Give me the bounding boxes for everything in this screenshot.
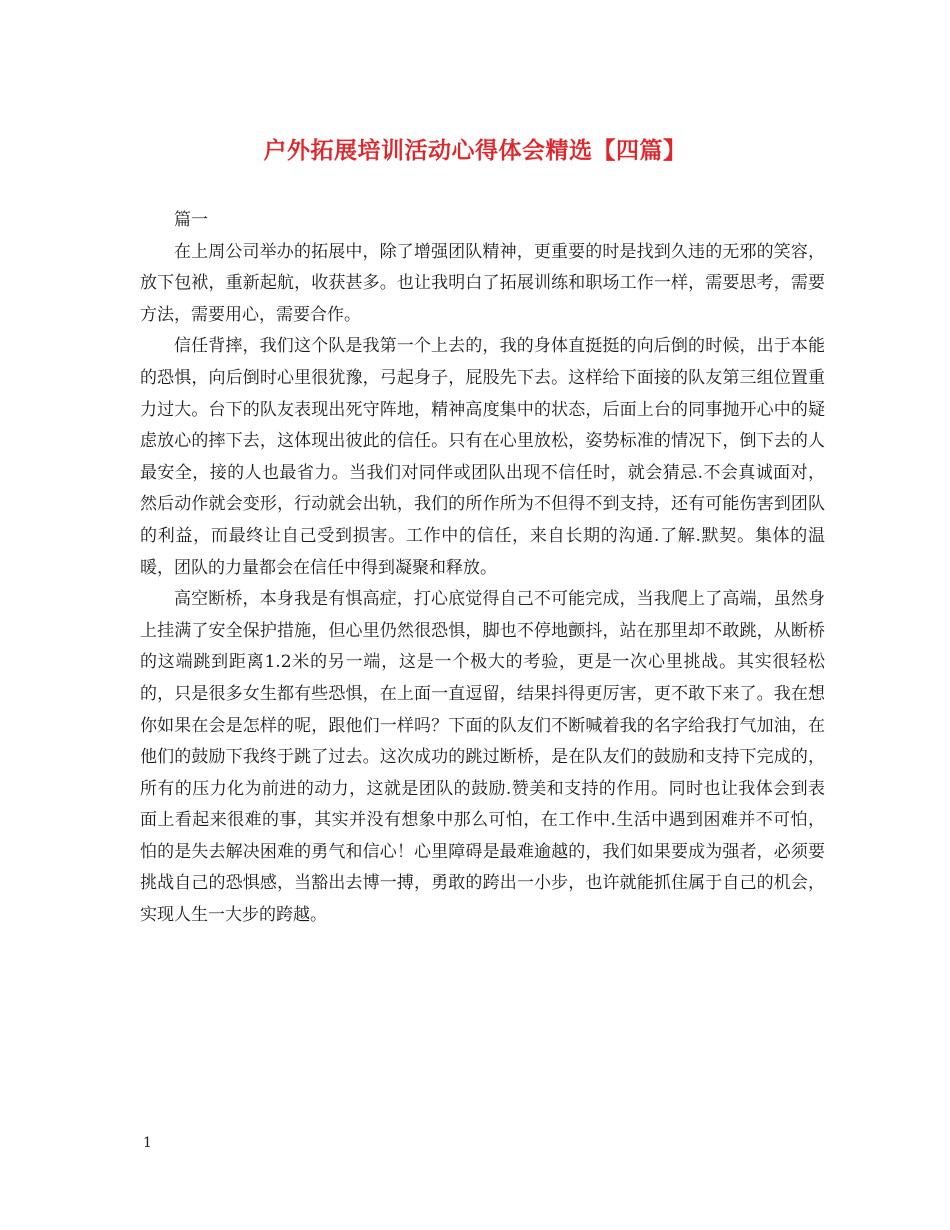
paragraph-trust-fall: 信任背摔，我们这个队是我第一个上去的，我的身体直挺挺的向后倒的时候，出于本能的恐惧，向后倒时心里很犹豫，弓起身子，屁股先下去。这样给下面接的队友第三组位置重力过大。台下的队友表现出死守阵地，精神高度集中的状态，后面上台的同事抛开心中的疑虑放心的摔下去，这体现出彼此的信任。只有在心里放松，姿势标准的情况下，倒下去的人最安全，接的人也最省力。当我们对同伴或团队出现不信任时，就会猜忌.不会真诚面对，然后动作就会变形，行动就会出轨，我们的所作所为不但得不到支持，还有可能伤害到团队的利益，而最终让自己受到损害。工作中的信任，来自长期的沟通.了解.默契。集体的温暖，团队的力量都会在信任中得到凝聚和释放。 <box>140 336 825 578</box>
document-title: 户外拓展培训活动心得体会精选【四篇】 <box>263 137 687 164</box>
page-number: 1 <box>143 1135 152 1151</box>
document-body <box>140 205 825 932</box>
section-heading: 篇一 <box>174 210 208 230</box>
paragraph-intro: 在上周公司举办的拓展中，除了增强团队精神，更重要的时是找到久违的无邪的笑容，放下包袱，重新起航，收获甚多。也让我明白了拓展训练和职场工作一样，需要思考，需要方法，需要用心，需要合作。 <box>140 241 825 325</box>
paragraph-high-bridge: 高空断桥，本身我是有惧高症，打心底觉得自己不可能完成，当我爬上了高端，虽然身上挂满了安全保护措施，但心里仍然很恐惧，脚也不停地颤抖，站在那里却不敢跳，从断桥的这端跳到距离1.2米的另一端，这是一个极大的考验，更是一次心里挑战。其实很轻松的，只是很多女生都有些恐惧，在上面一直逗留，结果抖得更厉害，更不敢下来了。我在想你如果在会是怎样的呢，跟他们一样吗？下面的队友们不断喊着我的名字给我打气加油，在他们的鼓励下我终于跳了过去。这次成功的跳过断桥，是在队友们的鼓励和支持下完成的，所有的压力化为前进的动力，这就是团队的鼓励.赞美和支持的作用。同时也让我体会到表面上看起来很难的事，其实并没有想象中那么可怕，在工作中.生活中遇到困难并不可怕，怕的是失去解决困难的勇气和信心！心里障碍是最难逾越的，我们如果要成为强者，必须要挑战自己的恐惧感，当豁出去博一搏，勇敢的跨出一小步，也许就能抓住属于自己的机会，实现人生一大步的跨越。 <box>140 589 825 926</box>
